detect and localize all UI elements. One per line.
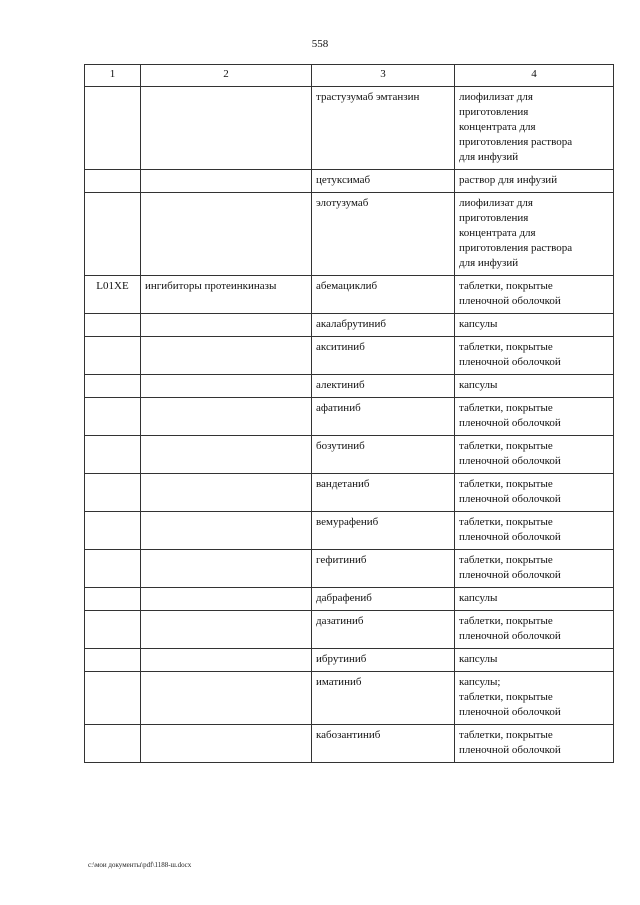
atc-code-cell	[85, 611, 141, 649]
dosage-form-cell: таблетки, покрытые пленочной оболочкой	[455, 611, 614, 649]
atc-code-cell	[85, 87, 141, 170]
drug-name-cell: кабозантиниб	[312, 725, 455, 763]
table-row	[85, 672, 614, 725]
dosage-form-cell: таблетки, покрытые пленочной оболочкой	[455, 512, 614, 550]
atc-code-cell	[85, 725, 141, 763]
group-name-cell	[141, 649, 312, 672]
group-name-cell	[141, 436, 312, 474]
table-row	[85, 436, 614, 474]
dosage-form-cell: капсулы	[455, 649, 614, 672]
table-row	[85, 276, 614, 314]
atc-code-cell	[85, 314, 141, 337]
dosage-form-cell: капсулы	[455, 588, 614, 611]
group-name-cell	[141, 337, 312, 375]
table-row	[85, 337, 614, 375]
group-name-cell	[141, 87, 312, 170]
atc-code-cell	[85, 550, 141, 588]
table-body	[85, 87, 614, 763]
table-row	[85, 87, 614, 170]
atc-code-cell	[85, 672, 141, 725]
dosage-form-cell: таблетки, покрытые пленочной оболочкой	[455, 398, 614, 436]
group-name-cell	[141, 375, 312, 398]
column-header-4: 4	[455, 65, 614, 87]
dosage-form-cell: таблетки, покрытые пленочной оболочкой	[455, 550, 614, 588]
dosage-form-cell: таблетки, покрытые пленочной оболочкой	[455, 474, 614, 512]
column-header-1: 1	[85, 65, 141, 87]
group-name-cell	[141, 550, 312, 588]
table-row	[85, 474, 614, 512]
group-name-cell	[141, 672, 312, 725]
drug-name-cell: дазатиниб	[312, 611, 455, 649]
group-name-cell	[141, 398, 312, 436]
drug-table	[84, 64, 614, 763]
table-row	[85, 512, 614, 550]
drug-name-cell: гефитиниб	[312, 550, 455, 588]
dosage-form-cell: таблетки, покрытые пленочной оболочкой	[455, 436, 614, 474]
drug-name-cell: трастузумаб эмтанзин	[312, 87, 455, 170]
dosage-form-cell: лиофилизат для приготовления концентрата для приготовления раствора для инфузий	[455, 87, 614, 170]
drug-name-cell: акситиниб	[312, 337, 455, 375]
group-name-cell	[141, 314, 312, 337]
drug-name-cell: дабрафениб	[312, 588, 455, 611]
table-header-row	[85, 65, 614, 87]
group-name-cell	[141, 725, 312, 763]
table-row	[85, 550, 614, 588]
atc-code-cell	[85, 512, 141, 550]
drug-name-cell: абемациклиб	[312, 276, 455, 314]
atc-code-cell	[85, 588, 141, 611]
group-name-cell	[141, 193, 312, 276]
atc-code-cell	[85, 337, 141, 375]
drug-name-cell: элотузумаб	[312, 193, 455, 276]
table-row	[85, 611, 614, 649]
atc-code-cell	[85, 193, 141, 276]
drug-name-cell: алектиниб	[312, 375, 455, 398]
footer-file-path: c:\мои документы\pdf\1188-ш.docx	[88, 861, 192, 869]
table-row	[85, 725, 614, 763]
table-row	[85, 649, 614, 672]
dosage-form-cell: таблетки, покрытые пленочной оболочкой	[455, 725, 614, 763]
table-row	[85, 170, 614, 193]
atc-code-cell	[85, 398, 141, 436]
atc-code-cell	[85, 375, 141, 398]
atc-code-cell	[85, 436, 141, 474]
dosage-form-cell: капсулы	[455, 314, 614, 337]
atc-code-cell: L01XE	[85, 276, 141, 314]
dosage-form-cell: капсулы	[455, 375, 614, 398]
group-name-cell	[141, 512, 312, 550]
dosage-form-cell: таблетки, покрытые пленочной оболочкой	[455, 276, 614, 314]
dosage-form-cell: таблетки, покрытые пленочной оболочкой	[455, 337, 614, 375]
table-row	[85, 375, 614, 398]
column-header-3: 3	[312, 65, 455, 87]
dosage-form-cell: лиофилизат для приготовления концентрата для приготовления раствора для инфузий	[455, 193, 614, 276]
group-name-cell	[141, 611, 312, 649]
drug-name-cell: иматиниб	[312, 672, 455, 725]
drug-name-cell: цетуксимаб	[312, 170, 455, 193]
column-header-2: 2	[141, 65, 312, 87]
group-name-cell	[141, 588, 312, 611]
group-name-cell	[141, 474, 312, 512]
table-row	[85, 314, 614, 337]
atc-code-cell	[85, 474, 141, 512]
drug-name-cell: бозутиниб	[312, 436, 455, 474]
table-row	[85, 398, 614, 436]
group-name-cell: ингибиторы протеинкиназы	[141, 276, 312, 314]
group-name-cell	[141, 170, 312, 193]
page-number: 558	[311, 38, 329, 50]
drug-name-cell: афатиниб	[312, 398, 455, 436]
drug-name-cell: ибрутиниб	[312, 649, 455, 672]
drug-name-cell: акалабрутиниб	[312, 314, 455, 337]
drug-name-cell: вандетаниб	[312, 474, 455, 512]
table-row	[85, 588, 614, 611]
atc-code-cell	[85, 649, 141, 672]
dosage-form-cell: капсулы; таблетки, покрытые пленочной оболочкой	[455, 672, 614, 725]
table-row	[85, 193, 614, 276]
dosage-form-cell: раствор для инфузий	[455, 170, 614, 193]
drug-name-cell: вемурафениб	[312, 512, 455, 550]
atc-code-cell	[85, 170, 141, 193]
